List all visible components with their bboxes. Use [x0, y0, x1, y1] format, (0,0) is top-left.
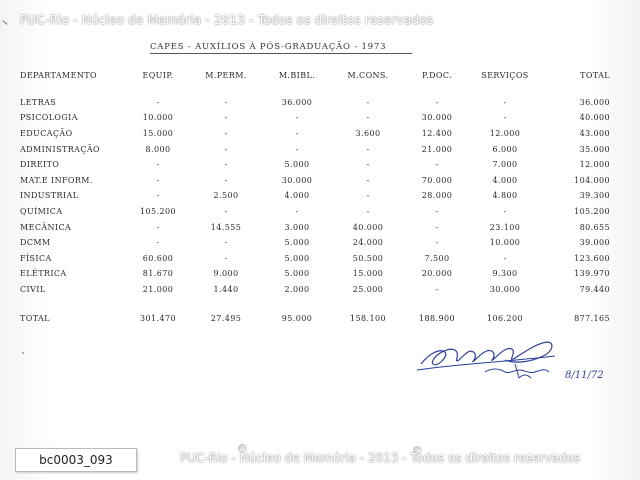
value-cell: - — [224, 97, 228, 107]
value-cell: - — [224, 129, 228, 139]
value-cell: - — [366, 144, 370, 154]
value-cell: 35.000 — [579, 144, 610, 154]
value-cell: 5.000 — [284, 238, 310, 248]
value-cell: 9.300 — [492, 269, 518, 279]
value-cell: - — [435, 238, 439, 248]
value-cell: 25.000 — [352, 285, 384, 295]
value-cell: 23.100 — [489, 222, 521, 232]
value-cell: 21.000 — [142, 285, 174, 295]
value-cell: 3.000 — [284, 222, 310, 232]
value-cell: 139.970 — [574, 269, 610, 279]
watermark-bottom: PUC-Rio - Núcleo de Memória - 2013 - Todos os direitos reservados — [180, 451, 581, 465]
value-cell: 6.000 — [492, 144, 518, 154]
value-cell: 12.000 — [489, 129, 521, 139]
value-cell: 14.555 — [210, 222, 242, 232]
value-cell: - — [156, 175, 160, 185]
total-cell: 188.900 — [419, 313, 455, 323]
value-cell: - — [295, 144, 299, 154]
handwritten-signature — [415, 334, 615, 386]
value-cell: 36.000 — [281, 97, 313, 107]
table-row — [20, 126, 614, 142]
value-cell: - — [503, 253, 507, 263]
value-cell: 4.800 — [492, 191, 518, 201]
value-cell: 21.000 — [421, 144, 453, 154]
value-cell: 2.000 — [284, 285, 310, 295]
column-header: EQUIP. — [142, 71, 174, 81]
value-cell: - — [156, 191, 160, 201]
department-name: FÍSICA — [20, 253, 52, 263]
table-row — [20, 110, 614, 126]
value-cell: - — [156, 222, 160, 232]
value-cell: 9.000 — [213, 269, 239, 279]
total-cell: 877.165 — [574, 313, 610, 323]
value-cell: - — [366, 160, 370, 170]
column-header: DEPARTAMENTO — [20, 71, 97, 81]
column-header: SERVIÇOS — [481, 71, 529, 81]
table-row — [20, 188, 614, 204]
value-cell: 10.000 — [142, 113, 174, 123]
value-cell: 8.000 — [145, 144, 171, 154]
value-cell: - — [435, 285, 439, 295]
table-row — [20, 235, 614, 251]
value-cell: - — [295, 129, 299, 139]
value-cell: - — [295, 207, 299, 217]
header-spacer — [20, 84, 614, 95]
column-header: M.CONS. — [347, 71, 389, 81]
value-cell: 24.000 — [352, 238, 384, 248]
value-cell: - — [224, 175, 228, 185]
table-row — [20, 95, 614, 111]
table-header-row — [20, 68, 614, 84]
department-name: MAT.E INFORM. — [20, 175, 93, 185]
value-cell: 50.500 — [352, 253, 384, 263]
value-cell: 105.200 — [574, 207, 610, 217]
column-header: P.DOC. — [421, 71, 453, 81]
value-cell: - — [224, 207, 228, 217]
value-cell: - — [366, 113, 370, 123]
department-name: PSICOLOGIA — [20, 113, 78, 123]
value-cell: 28.000 — [421, 191, 453, 201]
value-cell: 5.000 — [284, 160, 310, 170]
value-cell: - — [224, 238, 228, 248]
margin-mark — [2, 20, 7, 25]
value-cell: 1.440 — [213, 285, 239, 295]
value-cell: 7.000 — [492, 160, 518, 170]
department-name: MECÂNICA — [20, 222, 72, 232]
value-cell: - — [156, 97, 160, 107]
table-row — [20, 173, 614, 189]
value-cell: 40.000 — [352, 222, 384, 232]
value-cell: 3.600 — [355, 129, 381, 139]
department-name: ADMINISTRAÇÃO — [20, 144, 100, 154]
value-cell: 2.500 — [213, 191, 239, 201]
value-cell: 80.655 — [579, 222, 610, 232]
total-cell: 158.100 — [350, 313, 386, 323]
value-cell: 43.000 — [579, 129, 610, 139]
value-cell: - — [156, 238, 160, 248]
value-cell: - — [366, 175, 370, 185]
department-name: INDUSTRIAL — [20, 191, 79, 201]
value-cell: 7.500 — [424, 253, 450, 263]
table-row — [20, 251, 614, 267]
value-cell: 30.000 — [281, 175, 313, 185]
value-cell: 4.000 — [284, 191, 310, 201]
value-cell: 20.000 — [421, 269, 453, 279]
total-cell: 106.200 — [487, 313, 523, 323]
value-cell: 30.000 — [489, 285, 521, 295]
column-header: TOTAL — [580, 71, 610, 81]
value-cell: 5.000 — [284, 269, 310, 279]
value-cell: 81.670 — [142, 269, 174, 279]
table-row — [20, 266, 614, 282]
department-name: DCMM — [20, 238, 51, 248]
value-cell: 79.440 — [579, 285, 610, 295]
value-cell: - — [435, 207, 439, 217]
value-cell: - — [435, 222, 439, 232]
value-cell: - — [435, 97, 439, 107]
value-cell: 12.000 — [579, 160, 610, 170]
value-cell: - — [295, 113, 299, 123]
department-name: QUÍMICA — [20, 207, 63, 217]
value-cell: 15.000 — [352, 269, 384, 279]
table-row — [20, 282, 614, 298]
total-cell: 27.495 — [210, 313, 242, 323]
value-cell: - — [224, 144, 228, 154]
value-cell: 36.000 — [579, 97, 610, 107]
value-cell: - — [435, 160, 439, 170]
signature-date: 8/11/72 — [565, 370, 604, 381]
department-name: ELÉTRICA — [20, 269, 67, 279]
table-row — [20, 157, 614, 173]
total-cell: 301.470 — [140, 313, 176, 323]
document-title: CAPES - AUXÍLIOS À PÓS-GRADUAÇÃO - 1973 — [150, 42, 387, 52]
value-cell: - — [503, 97, 507, 107]
table-row — [20, 219, 614, 235]
value-cell: - — [366, 191, 370, 201]
value-cell: 30.000 — [421, 113, 453, 123]
value-cell: 105.200 — [140, 207, 176, 217]
catalog-id-label: bc0003_093 — [15, 448, 137, 472]
table-row — [20, 141, 614, 157]
column-header: M.BIBL. — [278, 71, 316, 81]
column-header: M.PERM. — [205, 71, 247, 81]
value-cell: 70.000 — [421, 175, 453, 185]
department-name: CIVIL — [20, 285, 46, 295]
funding-table — [20, 68, 614, 328]
value-cell: 104.000 — [574, 175, 610, 185]
value-cell: - — [224, 253, 228, 263]
value-cell: 5.000 — [284, 253, 310, 263]
total-label: TOTAL — [20, 313, 50, 323]
value-cell: - — [366, 207, 370, 217]
value-cell: 12.400 — [421, 129, 453, 139]
table-row — [20, 204, 614, 220]
value-cell: 10.000 — [489, 238, 521, 248]
department-name: EDUCAÇÃO — [20, 129, 73, 139]
watermark-top: PUC-Rio - Núcleo de Memória - 2013 - Todos os direitos reservados — [20, 13, 434, 27]
department-name: LETRAS — [20, 97, 57, 107]
total-cell: 95.000 — [281, 313, 313, 323]
value-cell: 60.600 — [142, 253, 174, 263]
value-cell: - — [503, 207, 507, 217]
value-cell: 40.000 — [579, 113, 610, 123]
value-cell: - — [224, 113, 228, 123]
value-cell: - — [503, 113, 507, 123]
value-cell: 123.600 — [574, 253, 610, 263]
value-cell: 39.000 — [579, 238, 610, 248]
table-body — [20, 95, 614, 298]
value-cell: - — [224, 160, 228, 170]
value-cell: 39.300 — [579, 191, 610, 201]
scan-speck — [22, 352, 24, 354]
value-cell: - — [156, 160, 160, 170]
value-cell: 15.000 — [142, 129, 174, 139]
total-row — [20, 308, 614, 328]
value-cell: - — [366, 97, 370, 107]
department-name: DIREITO — [20, 160, 60, 170]
total-spacer — [20, 297, 614, 308]
title-underline — [150, 53, 412, 54]
value-cell: 4.000 — [492, 175, 518, 185]
